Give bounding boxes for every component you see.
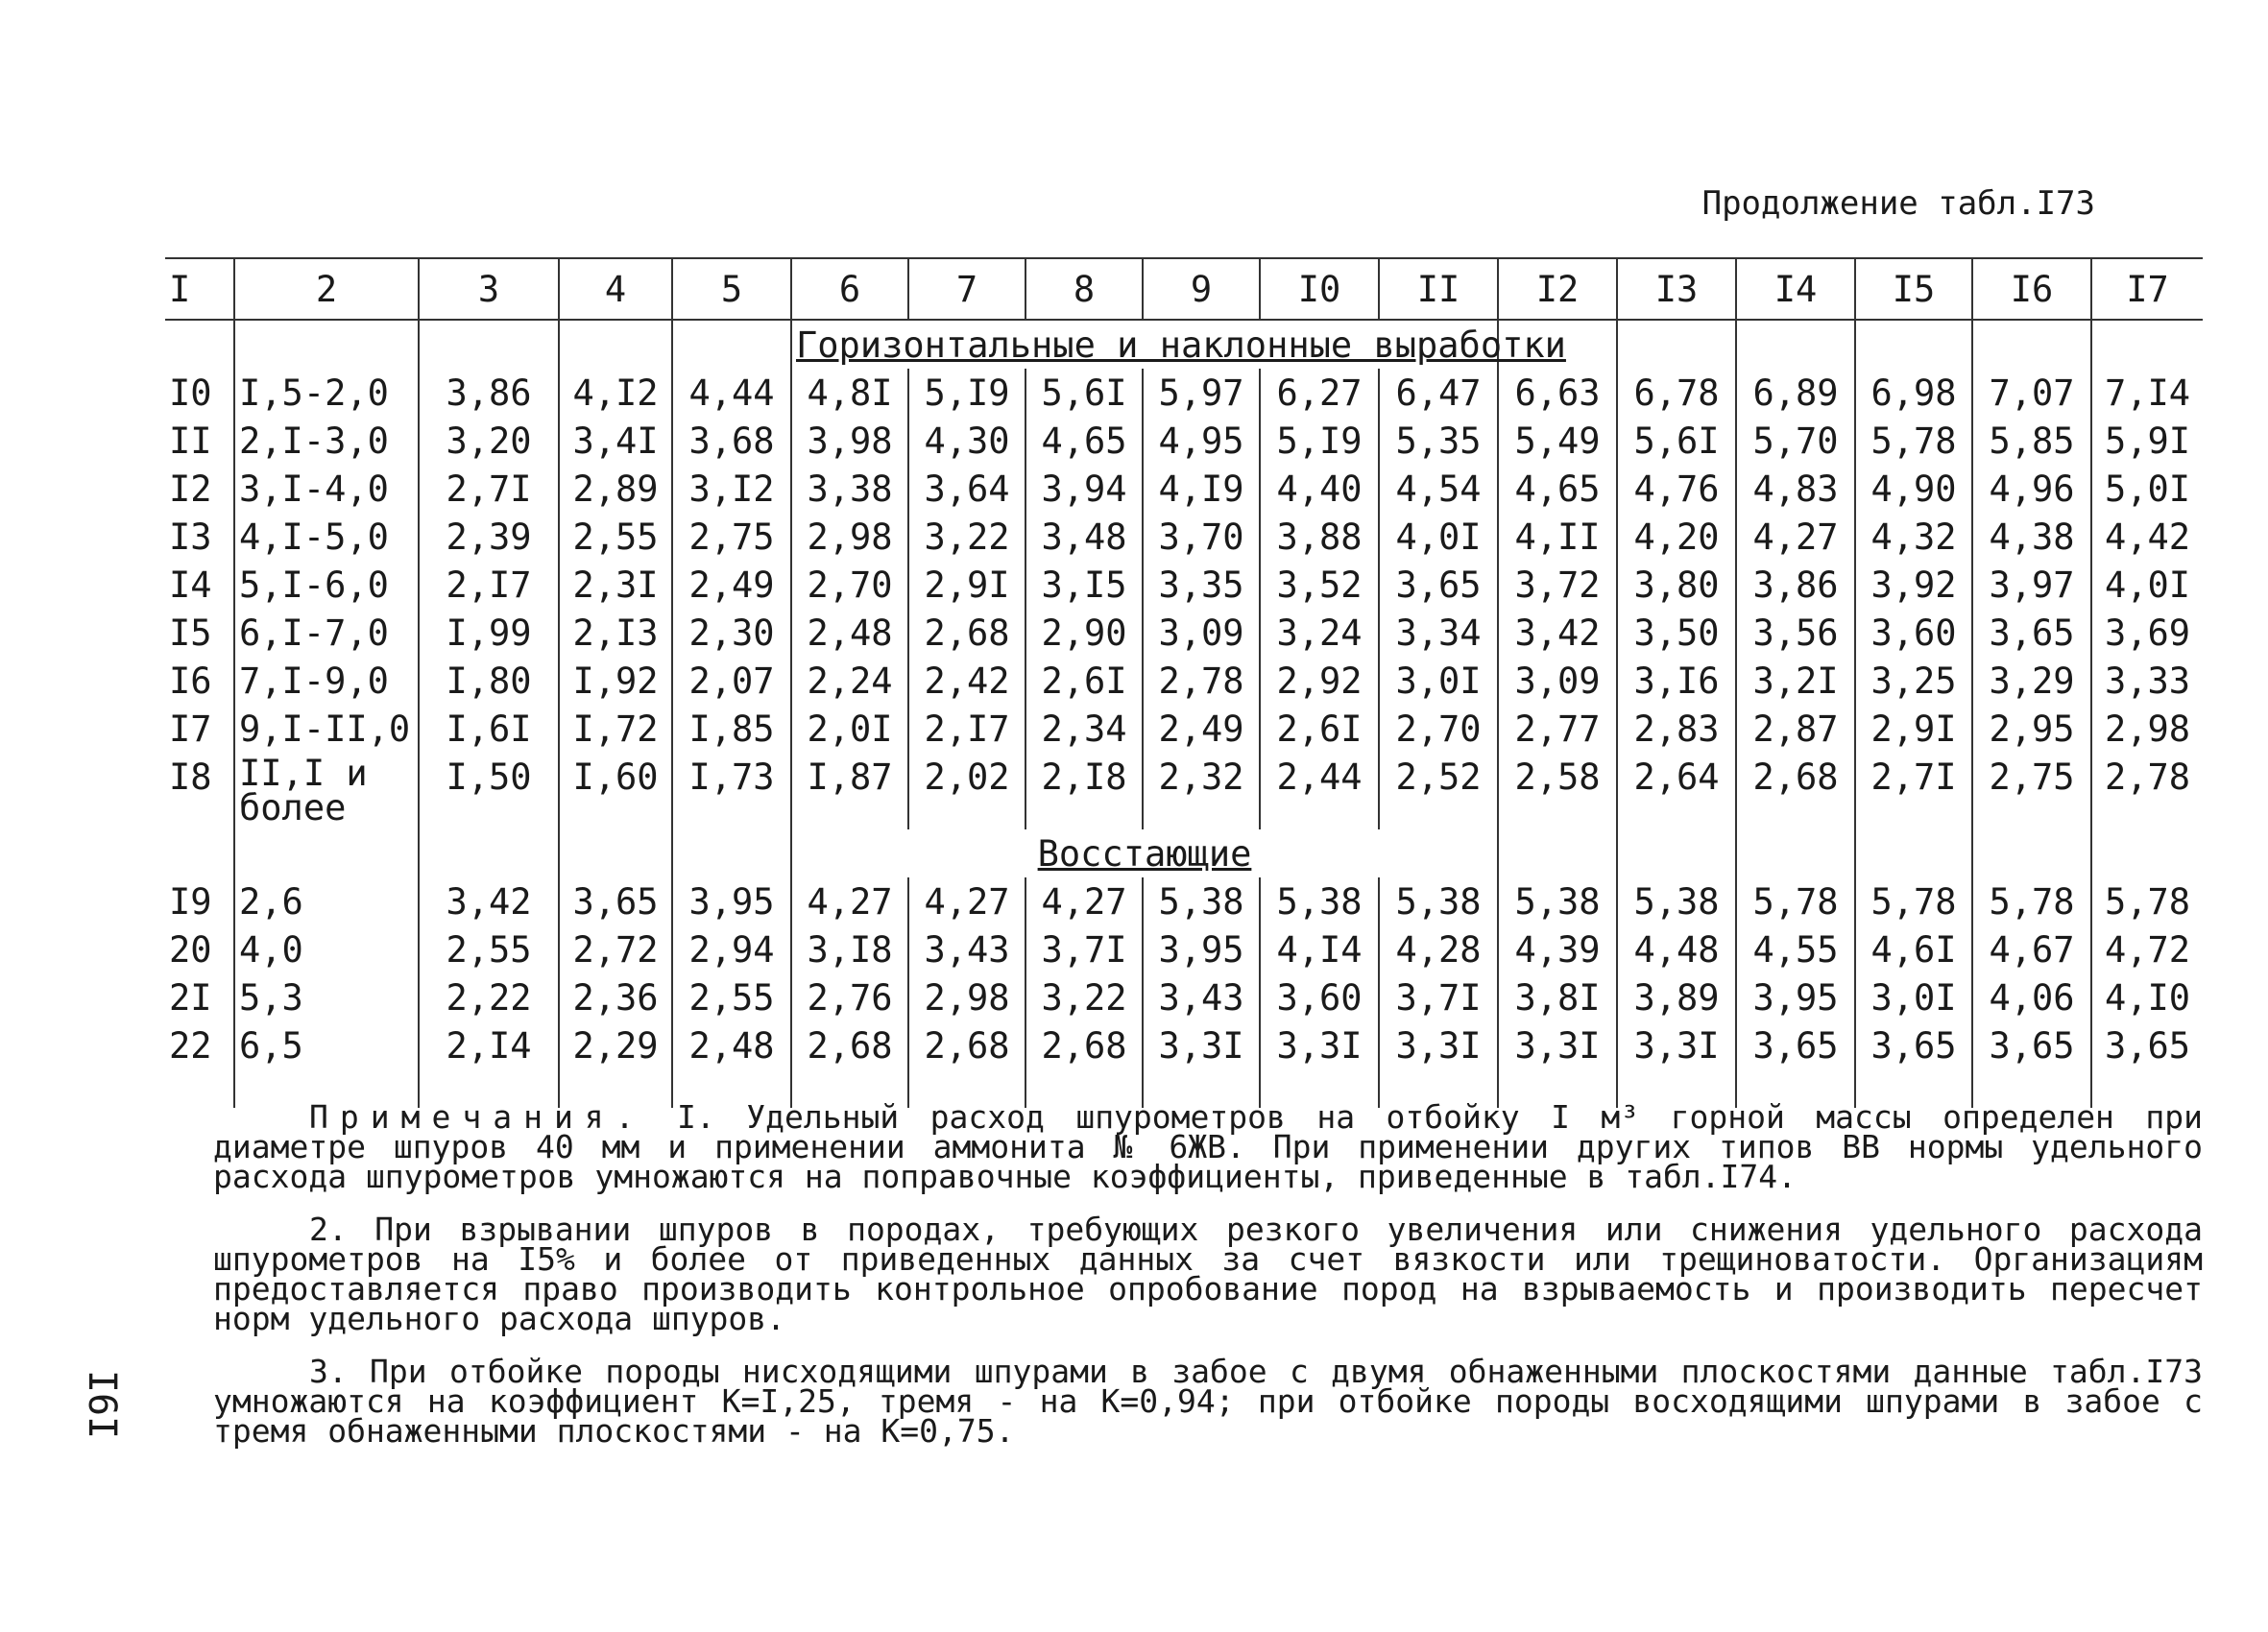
value-cell: 3,24 (1260, 609, 1379, 657)
value-cell: 4,39 (1498, 925, 1617, 973)
section-raises-spacer (165, 829, 234, 877)
value-cell: 3,80 (1617, 561, 1736, 609)
value-cell: 6,27 (1260, 369, 1379, 417)
column-header-8: 8 (1025, 258, 1143, 320)
value-cell: 3,92 (1855, 561, 1972, 609)
value-cell: 2,6I (1025, 657, 1143, 705)
value-cell: 3,89 (1617, 973, 1736, 1021)
value-cell: 5,6I (1025, 369, 1143, 417)
value-cell: 5,78 (1855, 417, 1972, 465)
value-cell: 2,92 (1260, 657, 1379, 705)
value-cell: 4,95 (1143, 417, 1260, 465)
column-header-10: I0 (1260, 258, 1379, 320)
section-raises-spacer (2091, 829, 2203, 877)
value-cell: 4,I0 (2091, 973, 2203, 1021)
value-cell: 6,78 (1617, 369, 1736, 417)
row-number: I7 (169, 708, 212, 750)
value-cell: 3,52 (1260, 561, 1379, 609)
value-cell: 3,2I (1736, 657, 1855, 705)
value-cell: 2,77 (1498, 705, 1617, 753)
value-cell: I,73 (672, 753, 791, 829)
value-cell: 2,42 (908, 657, 1025, 705)
value-cell: 2,I8 (1025, 753, 1143, 829)
value-cell: 4,I2 (559, 369, 672, 417)
value-cell: 5,85 (1972, 417, 2091, 465)
section-horizontal-spacer (1617, 320, 1736, 369)
value-cell: 4,06 (1972, 973, 2091, 1021)
value-cell: 5,6I (1617, 417, 1736, 465)
header-row (165, 258, 2203, 320)
value-cell: 2,32 (1143, 753, 1260, 829)
value-cell: 6,63 (1498, 369, 1617, 417)
value-cell: 4,40 (1260, 465, 1379, 513)
value-cell: 3,38 (791, 465, 908, 513)
section-horizontal-spacer (165, 320, 234, 369)
range-cell: 5,I-6,0 (234, 561, 419, 609)
column-header-16: I6 (1972, 258, 2091, 320)
value-cell: 3,I5 (1025, 561, 1143, 609)
value-cell: 2,75 (672, 513, 791, 561)
row-number: I4 (169, 564, 212, 606)
value-cell: 4,30 (908, 417, 1025, 465)
row-number: I5 (169, 612, 212, 654)
value-cell: 3,88 (1260, 513, 1379, 561)
value-cell: 4,55 (1736, 925, 1855, 973)
section-horizontal-title (791, 320, 1566, 369)
value-cell: 5,70 (1736, 417, 1855, 465)
row-number: I3 (169, 516, 212, 558)
value-cell: 3,I2 (672, 465, 791, 513)
value-cell: 5,38 (1498, 877, 1617, 925)
value-cell: 4,27 (1736, 513, 1855, 561)
value-cell: 4,I4 (1260, 925, 1379, 973)
section-horizontal-title-text: Горизонтальные и наклонные выработки (796, 324, 1566, 366)
value-cell: 3,29 (1972, 657, 2091, 705)
value-cell: 3,3I (1260, 1021, 1379, 1069)
table-row (165, 369, 2203, 417)
section-horizontal-spacer (672, 320, 791, 369)
value-cell: 2,9I (1855, 705, 1972, 753)
value-cell: 3,I6 (1617, 657, 1736, 705)
row-number: 22 (169, 1024, 212, 1067)
value-cell: 4,96 (1972, 465, 2091, 513)
table-row (165, 1021, 2203, 1069)
value-cell: 2,94 (672, 925, 791, 973)
value-cell: 3,42 (419, 877, 559, 925)
value-cell: I,6I (419, 705, 559, 753)
section-horizontal-spacer (1855, 320, 1972, 369)
value-cell: 5,38 (1260, 877, 1379, 925)
value-cell: 3,72 (1498, 561, 1617, 609)
value-cell: 2,22 (419, 973, 559, 1021)
value-cell: 4,0I (2091, 561, 2203, 609)
value-cell: 3,65 (1972, 609, 2091, 657)
value-cell: 2,07 (672, 657, 791, 705)
value-cell: 3,69 (2091, 609, 2203, 657)
range-cell: 5,3 (234, 973, 419, 1021)
table-row (165, 925, 2203, 973)
value-cell: 4,38 (1972, 513, 2091, 561)
section-raises-spacer (1498, 829, 1617, 877)
note-2: 2. При взрывании шпуров в породах, требующих резкого увеличения или снижения удельного расхода шпурометров на I5% и более от приведенных данных за счет вязкости или трещиноватости. Организациям предоставляется право производить контрольное опробование пород на взрываемость и производить пересчет норм удельного расхода шпуров. (213, 1211, 2203, 1337)
value-cell: 2,44 (1260, 753, 1379, 829)
value-cell: 5,78 (2091, 877, 2203, 925)
value-cell: 2,68 (908, 609, 1025, 657)
value-cell: 3,98 (791, 417, 908, 465)
value-cell: 4,90 (1855, 465, 1972, 513)
value-cell: 5,I9 (908, 369, 1025, 417)
column-header-13: I3 (1617, 258, 1736, 320)
notes-label: Примечания. (309, 1098, 646, 1136)
section-raises-spacer (672, 829, 791, 877)
value-cell: 3,56 (1736, 609, 1855, 657)
section-raises-row (165, 829, 2203, 877)
value-cell: 2,30 (672, 609, 791, 657)
column-header-7: 7 (908, 258, 1025, 320)
column-header-17: I7 (2091, 258, 2203, 320)
value-cell: 2,76 (791, 973, 908, 1021)
table-row (165, 705, 2203, 753)
value-cell: 3,95 (672, 877, 791, 925)
value-cell: 2,39 (419, 513, 559, 561)
value-cell: I,72 (559, 705, 672, 753)
value-cell: 5,78 (1972, 877, 2091, 925)
value-cell: 2,55 (419, 925, 559, 973)
value-cell: 4,II (1498, 513, 1617, 561)
row-number: 2I (169, 976, 212, 1019)
value-cell: 2,70 (1379, 705, 1498, 753)
value-cell: 6,89 (1736, 369, 1855, 417)
value-cell: 2,0I (791, 705, 908, 753)
section-raises-spacer (559, 829, 672, 877)
row-number: II (169, 420, 212, 462)
value-cell: 2,55 (559, 513, 672, 561)
value-cell: 2,52 (1379, 753, 1498, 829)
range-cell: 2,6 (234, 877, 419, 925)
value-cell: 5,38 (1379, 877, 1498, 925)
section-raises-spacer (1855, 829, 1972, 877)
value-cell: 2,36 (559, 973, 672, 1021)
column-header-2: 2 (234, 258, 419, 320)
value-cell: 3,86 (1736, 561, 1855, 609)
value-cell: 2,83 (1617, 705, 1736, 753)
value-cell: 2,78 (1143, 657, 1260, 705)
note-3: 3. При отбойке породы нисходящими шпурами в забое с двумя обнаженными плоскостями данные табл.I73 умножаются на коэффициент К=I,25, тремя - на К=0,94; при отбойке породы восходящими шпурами в забое с тремя обнаженными плоскостями - на К=0,75. (213, 1353, 2203, 1450)
value-cell: 7,07 (1972, 369, 2091, 417)
value-cell: 3,48 (1025, 513, 1143, 561)
value-cell: I,92 (559, 657, 672, 705)
value-cell: 2,78 (2091, 753, 2203, 829)
value-cell: 3,95 (1143, 925, 1260, 973)
value-cell: 5,78 (1855, 877, 1972, 925)
value-cell: 3,60 (1855, 609, 1972, 657)
section-horizontal-spacer (1972, 320, 2091, 369)
section-raises-spacer (234, 829, 419, 877)
column-header-15: I5 (1855, 258, 1972, 320)
value-cell: 2,68 (791, 1021, 908, 1069)
value-cell: 5,49 (1498, 417, 1617, 465)
value-cell: 4,54 (1379, 465, 1498, 513)
range-cell: 3,I-4,0 (234, 465, 419, 513)
section-horizontal-spacer (559, 320, 672, 369)
range-cell: 2,I-3,0 (234, 417, 419, 465)
value-cell: 4,6I (1855, 925, 1972, 973)
value-cell: 3,7I (1025, 925, 1143, 973)
value-cell: 3,60 (1260, 973, 1379, 1021)
value-cell: 2,68 (1025, 1021, 1143, 1069)
table-row (165, 465, 2203, 513)
norms-table (165, 257, 2203, 1108)
row-number: I0 (169, 372, 212, 414)
table-row (165, 753, 2203, 829)
value-cell: 3,3I (1379, 1021, 1498, 1069)
section-horizontal-spacer (1736, 320, 1855, 369)
column-header-4: 4 (559, 258, 672, 320)
value-cell: 2,75 (1972, 753, 2091, 829)
value-cell: 2,9I (908, 561, 1025, 609)
value-cell: 3,8I (1498, 973, 1617, 1021)
value-cell: 3,34 (1379, 609, 1498, 657)
value-cell: 3,25 (1855, 657, 1972, 705)
value-cell: 2,98 (791, 513, 908, 561)
value-cell: 7,I4 (2091, 369, 2203, 417)
value-cell: 3,42 (1498, 609, 1617, 657)
value-cell: 2,I7 (908, 705, 1025, 753)
value-cell: 5,38 (1143, 877, 1260, 925)
range-cell: 6,5 (234, 1021, 419, 1069)
value-cell: 5,78 (1736, 877, 1855, 925)
value-cell: 2,I3 (559, 609, 672, 657)
value-cell: 3,68 (672, 417, 791, 465)
value-cell: 3,43 (1143, 973, 1260, 1021)
value-cell: 3,65 (1736, 1021, 1855, 1069)
value-cell: 4,48 (1617, 925, 1736, 973)
table-row (165, 609, 2203, 657)
value-cell: 3,09 (1498, 657, 1617, 705)
value-cell: 3,0I (1855, 973, 1972, 1021)
range-cell: 9,I-II,0 (234, 705, 419, 753)
value-cell: 2,I4 (419, 1021, 559, 1069)
value-cell: 3,43 (908, 925, 1025, 973)
column-header-9: 9 (1143, 258, 1260, 320)
range-line: более (239, 787, 347, 828)
table-row (165, 657, 2203, 705)
value-cell: 2,68 (1736, 753, 1855, 829)
value-cell: 3,65 (1855, 1021, 1972, 1069)
section-horizontal-spacer (234, 320, 419, 369)
value-cell: 3,4I (559, 417, 672, 465)
section-raises-title-text: Восстающие (1037, 832, 1252, 875)
value-cell: 2,95 (1972, 705, 2091, 753)
table-row (165, 417, 2203, 465)
value-cell: 2,87 (1736, 705, 1855, 753)
value-cell: 3,33 (2091, 657, 2203, 705)
value-cell: 2,29 (559, 1021, 672, 1069)
section-horizontal-row (165, 320, 2203, 369)
value-cell: 2,6I (1260, 705, 1379, 753)
value-cell: I,87 (791, 753, 908, 829)
value-cell: 2,48 (672, 1021, 791, 1069)
column-header-12: I2 (1498, 258, 1617, 320)
value-cell: 4,76 (1617, 465, 1736, 513)
table-row (165, 877, 2203, 925)
value-cell: 4,72 (2091, 925, 2203, 973)
column-header-14: I4 (1736, 258, 1855, 320)
value-cell: 2,I7 (419, 561, 559, 609)
value-cell: 3,3I (1498, 1021, 1617, 1069)
value-cell: I,99 (419, 609, 559, 657)
value-cell: 4,27 (791, 877, 908, 925)
range-cell: 4,I-5,0 (234, 513, 419, 561)
value-cell: 4,27 (908, 877, 1025, 925)
value-cell: 5,35 (1379, 417, 1498, 465)
value-cell: 5,I9 (1260, 417, 1379, 465)
value-cell: 2,98 (908, 973, 1025, 1021)
value-cell: 3,I8 (791, 925, 908, 973)
value-cell: 3,70 (1143, 513, 1260, 561)
value-cell: 3,94 (1025, 465, 1143, 513)
value-cell: 5,9I (2091, 417, 2203, 465)
section-horizontal-spacer (419, 320, 559, 369)
table-row (165, 973, 2203, 1021)
row-number: I8 (169, 756, 212, 798)
row-number: I6 (169, 660, 212, 702)
table-continuation-heading: Продолжение табл.I73 (1701, 184, 2095, 223)
value-cell: 3,97 (1972, 561, 2091, 609)
value-cell: 3,65 (559, 877, 672, 925)
value-cell: 4,20 (1617, 513, 1736, 561)
section-raises-spacer (1617, 829, 1736, 877)
section-raises-title (791, 829, 1498, 877)
table-row (165, 561, 2203, 609)
value-cell: 3,65 (1972, 1021, 2091, 1069)
value-cell: 3,65 (2091, 1021, 2203, 1069)
range-line: II,I и (239, 753, 368, 794)
value-cell: 2,34 (1025, 705, 1143, 753)
value-cell: 4,8I (791, 369, 908, 417)
value-cell: 2,72 (559, 925, 672, 973)
value-cell: 2,98 (2091, 705, 2203, 753)
value-cell: 3,65 (1379, 561, 1498, 609)
value-cell: 4,44 (672, 369, 791, 417)
value-cell: 2,49 (672, 561, 791, 609)
value-cell: 3,20 (419, 417, 559, 465)
value-cell: 3,95 (1736, 973, 1855, 1021)
value-cell: 3,3I (1143, 1021, 1260, 1069)
value-cell: 4,67 (1972, 925, 2091, 973)
value-cell: 2,7I (419, 465, 559, 513)
value-cell: 3,64 (908, 465, 1025, 513)
notes-block (213, 1098, 2204, 1469)
value-cell: 3,7I (1379, 973, 1498, 1021)
row-number: I2 (169, 468, 212, 510)
value-cell: I,80 (419, 657, 559, 705)
value-cell: I,50 (419, 753, 559, 829)
section-raises-spacer (419, 829, 559, 877)
value-cell: I,85 (672, 705, 791, 753)
note-1: Примечания. I. Удельный расход шпурометров на отбойку I м³ горной массы определен при диаметре шпуров 40 мм и применении аммонита № 6ЖВ. При применении других типов ВВ нормы удельного расхода шпурометров умножаются на поправочные коэффициенты, приведенные в табл.I74. (213, 1098, 2204, 1195)
value-cell: 4,0I (1379, 513, 1498, 561)
page-number: I6I (80, 1369, 125, 1440)
value-cell: 4,65 (1025, 417, 1143, 465)
value-cell: 2,48 (791, 609, 908, 657)
value-cell: 3,3I (1617, 1021, 1736, 1069)
value-cell: 4,32 (1855, 513, 1972, 561)
column-header-6: 6 (791, 258, 908, 320)
value-cell: 2,24 (791, 657, 908, 705)
value-cell: 2,55 (672, 973, 791, 1021)
range-cell (234, 753, 419, 829)
value-cell: 3,86 (419, 369, 559, 417)
value-cell: 2,89 (559, 465, 672, 513)
value-cell: 4,65 (1498, 465, 1617, 513)
value-cell: 4,I9 (1143, 465, 1260, 513)
value-cell: 3,50 (1617, 609, 1736, 657)
section-horizontal-spacer (2091, 320, 2203, 369)
range-cell: 7,I-9,0 (234, 657, 419, 705)
row-number: I9 (169, 880, 212, 923)
value-cell: 4,83 (1736, 465, 1855, 513)
value-cell: 6,47 (1379, 369, 1498, 417)
section-raises-spacer (1972, 829, 2091, 877)
table-row (165, 513, 2203, 561)
column-header-11: II (1379, 258, 1498, 320)
section-raises-spacer (1736, 829, 1855, 877)
value-cell: 4,27 (1025, 877, 1143, 925)
value-cell: 5,97 (1143, 369, 1260, 417)
value-cell: 3,0I (1379, 657, 1498, 705)
value-cell: 2,02 (908, 753, 1025, 829)
value-cell: 3,22 (1025, 973, 1143, 1021)
value-cell: 2,68 (908, 1021, 1025, 1069)
value-cell: 5,38 (1617, 877, 1736, 925)
column-header-5: 5 (672, 258, 791, 320)
value-cell: 2,70 (791, 561, 908, 609)
value-cell: 2,3I (559, 561, 672, 609)
column-header-1: I (165, 258, 234, 320)
range-cell: I,5-2,0 (234, 369, 419, 417)
value-cell: 4,28 (1379, 925, 1498, 973)
value-cell: 2,7I (1855, 753, 1972, 829)
value-cell: 3,35 (1143, 561, 1260, 609)
value-cell: 2,90 (1025, 609, 1143, 657)
value-cell: I,60 (559, 753, 672, 829)
value-cell: 2,64 (1617, 753, 1736, 829)
value-cell: 3,22 (908, 513, 1025, 561)
column-header-3: 3 (419, 258, 559, 320)
value-cell: 3,09 (1143, 609, 1260, 657)
range-cell: 4,0 (234, 925, 419, 973)
value-cell: 4,42 (2091, 513, 2203, 561)
range-cell: 6,I-7,0 (234, 609, 419, 657)
row-number: 20 (169, 928, 212, 971)
value-cell: 5,0I (2091, 465, 2203, 513)
value-cell: 6,98 (1855, 369, 1972, 417)
value-cell: 2,58 (1498, 753, 1617, 829)
value-cell: 2,49 (1143, 705, 1260, 753)
